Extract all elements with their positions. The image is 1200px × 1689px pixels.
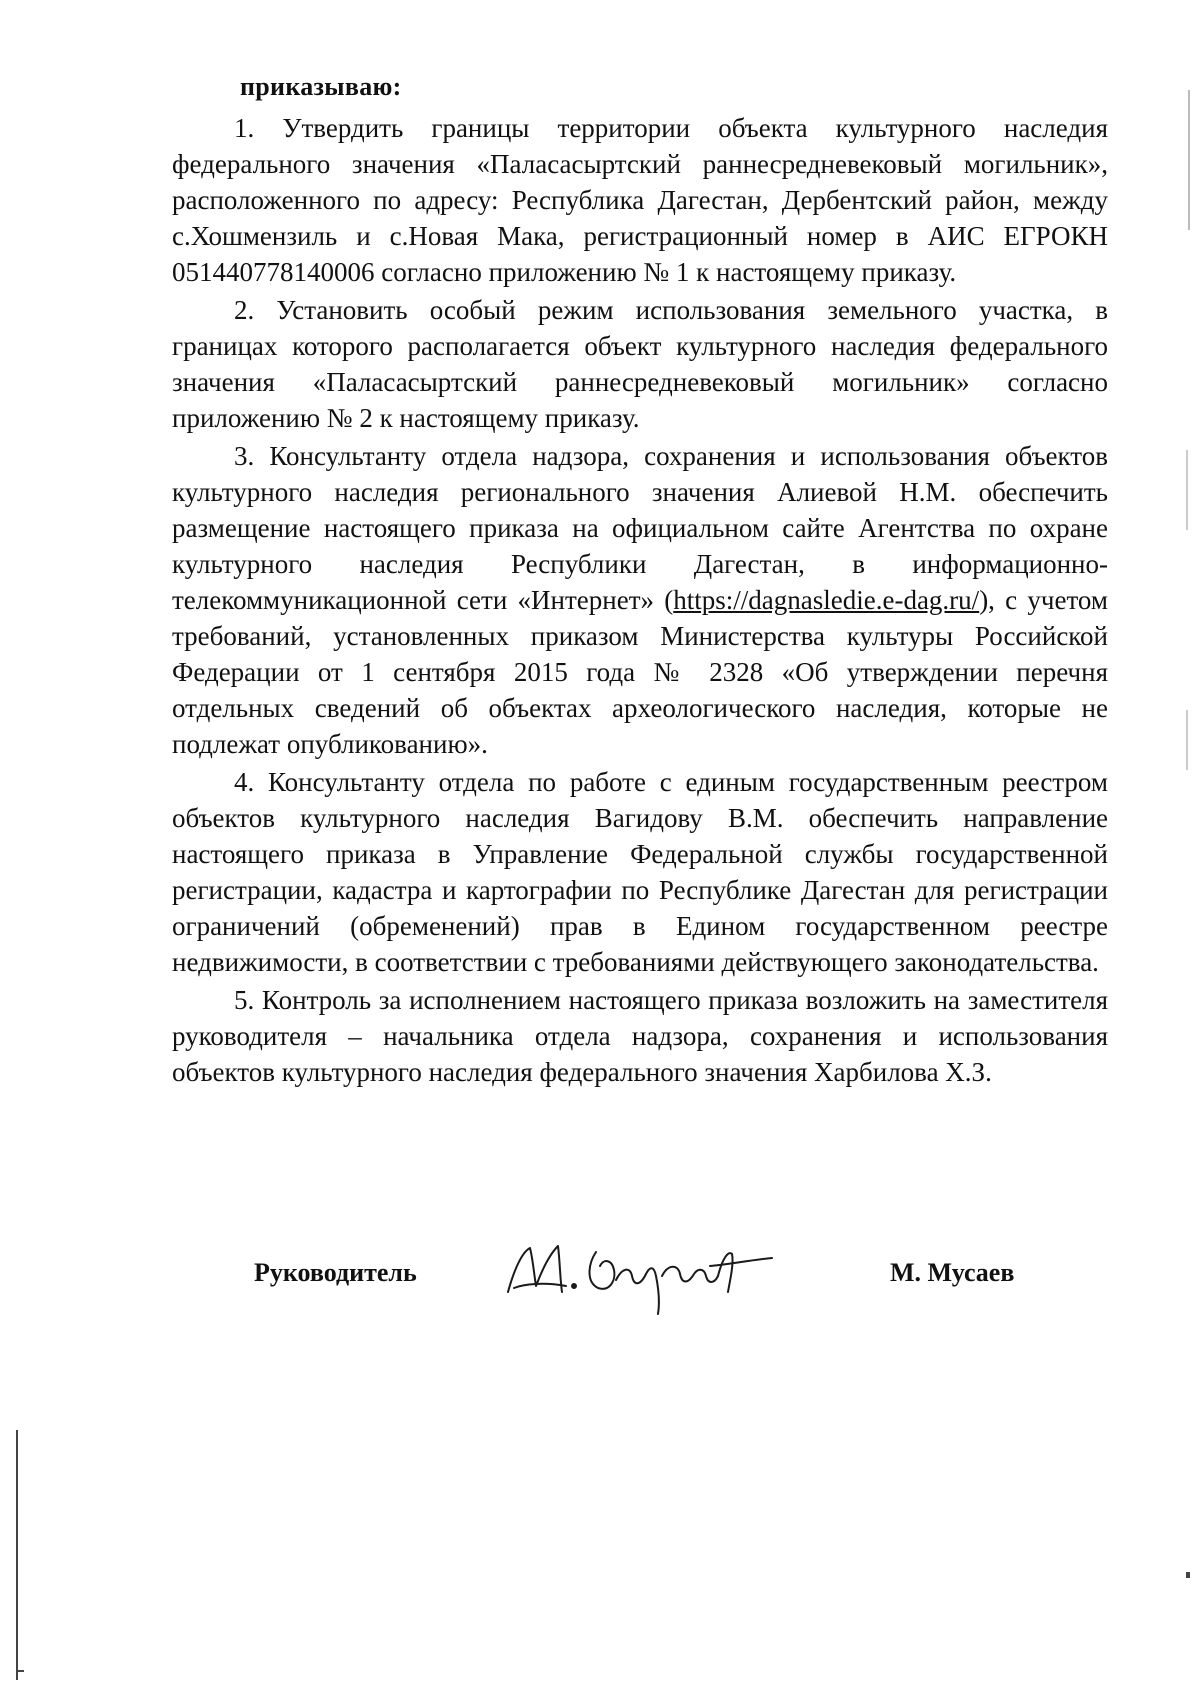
scan-edge-tick-right <box>1186 1572 1190 1578</box>
order-heading: приказываю: <box>240 72 402 101</box>
document-body <box>172 110 1108 1092</box>
scan-edge-mark-lower <box>1186 710 1188 770</box>
paragraph-2: 2. Установить особый режим использования земельного участка, в границах которого располагается объект культурного наследия федерального значения «Паласасыртский раннесредневековый могильник» согласно приложению № 2 к настоящему приказу. <box>172 295 1108 433</box>
scan-edge-mark-middle <box>1186 450 1188 530</box>
website-link[interactable]: https://dagnasledie.e-dag.ru/ <box>673 585 980 615</box>
signature-block <box>0 1230 1200 1320</box>
signatory-title: Руководитель <box>254 1258 417 1287</box>
handwritten-signature <box>500 1230 800 1320</box>
scan-edge-mark-top <box>1188 90 1190 230</box>
paragraph-1: 1. Утвердить границы территории объекта культурного наследия федерального значения «Паласасыртский раннесредневековый могильник», расположенного по адресу: Республика Дагестан, Дербентский район, между с.Хошмензиль и с.Новая Мака, регистрационный номер в АИС ЕГРОКН 051440778140006 согласно приложению № 1 к настоящему приказу. <box>172 113 1108 287</box>
signatory-name: М. Мусаев <box>890 1258 1015 1287</box>
paragraph-3-text-before: 3. Консультанту отдела надзора, сохранения и использования объектов культурного наследия регионального значения Алиевой Н.М. обеспечить размещение настоящего приказа на официальном сайте Агентства по охране культурного наследия Республики Дагестан, в информационно-телекоммуникационной сети «Интернет» ( <box>172 441 1108 615</box>
paragraph-3-text-after: ), с учетом требований, установленных приказом Министерства культуры Российской Федерации от 1 сентября 2015 года № 2328 «Об утверждении перечня отдельных сведений об объектах археологического наследия, которые не подлежат опубликованию». <box>172 585 1109 759</box>
paragraph-4: 4. Консультанту отдела по работе с единым государственным реестром объектов культурного наследия Вагидову В.М. обеспечить направление настоящего приказа в Управление Федеральной службы государственной регистрации, кадастра и картографии по Республике Дагестан для регистрации ограничений (обременений) прав в Едином государственном реестре недвижимости, в соответствии с требованиями действующего законодательства. <box>172 767 1108 977</box>
paragraph-3 <box>172 438 1108 762</box>
paragraph-5: 5. Контроль за исполнением настоящего приказа возложить на заместителя руководителя – начальника отдела надзора, сохранения и использования объектов культурного наследия федерального значения Харбилова Х.З. <box>172 985 1108 1087</box>
scan-edge-tick-bottom <box>16 1670 24 1672</box>
scan-edge-mark-left <box>16 1430 18 1680</box>
